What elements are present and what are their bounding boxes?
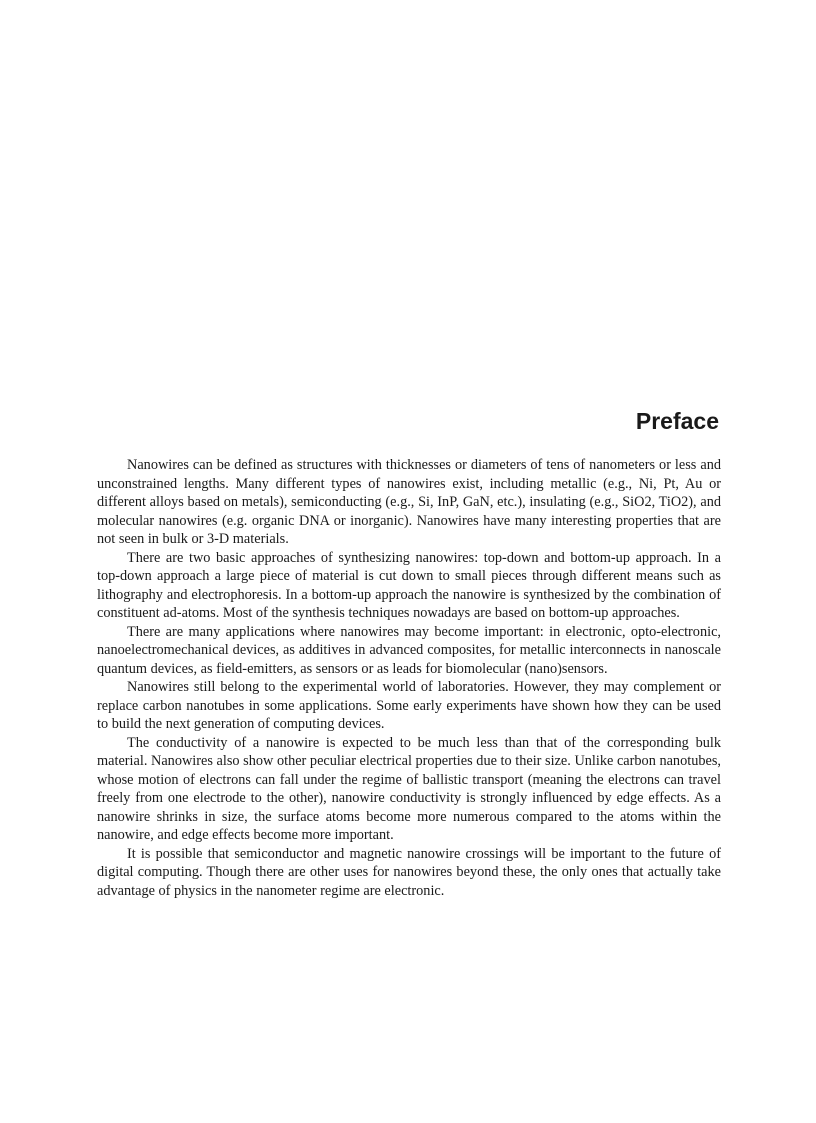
paragraph-5: The conductivity of a nanowire is expected to be much less than that of the corresponding bulk material. Nanowires also show other peculiar electrical properties due to their size. Unlike carbon nanotubes, whose motion of electrons can fall under the regime of ballistic transport (meaning the electrons can travel freely from one electrode to the other), nanowire conductivity is strongly influenced by edge effects. As a nanowire shrinks in size, the surface atoms become more numerous compared to the atoms within the nanowire, and edge effects become more important.	[97, 734, 721, 843]
paragraph-1: Nanowires can be defined as structures with thicknesses or diameters of tens of nanometers or less and unconstrained lengths. Many different types of nanowires exist, including metallic (e.g., Ni, Pt, Au or different alloys based on metals), semiconducting (e.g., Si, InP, GaN, etc.), insulating (e.g., SiO2, TiO2), and molecular nanowires (e.g. organic DNA or inorganic). Nanowires have many interesting properties that are not seen in bulk or 3-D materials.	[97, 457, 721, 547]
preface-body	[97, 456, 721, 900]
paragraph-2: There are two basic approaches of synthesizing nanowires: top-down and bottom-up approach. In a top-down approach a large piece of material is cut down to small pieces through different means such as lithography and electrophoresis. In a bottom-up approach the nanowire is synthesized by the combination of constituent ad-atoms. Most of the synthesis techniques nowadays are based on bottom-up approaches.	[97, 549, 721, 621]
page-title: Preface	[635, 408, 719, 434]
paragraph-6: It is possible that semiconductor and magnetic nanowire crossings will be important to the future of digital computing. Though there are other uses for nanowires beyond these, the only ones that actually take advantage of physics in the nanometer regime are electronic.	[97, 845, 721, 899]
paragraph-3: There are many applications where nanowires may become important: in electronic, opto-electronic, nanoelectromechanical devices, as additives in advanced composites, for metallic interconnects in nanoscale quantum devices, as field-emitters, as sensors or as leads for biomolecular (nano)sensors.	[97, 623, 721, 677]
paragraph-4: Nanowires still belong to the experimental world of laboratories. However, they may complement or replace carbon nanotubes in some applications. Some early experiments have shown how they can be used to build the next generation of computing devices.	[97, 679, 721, 732]
